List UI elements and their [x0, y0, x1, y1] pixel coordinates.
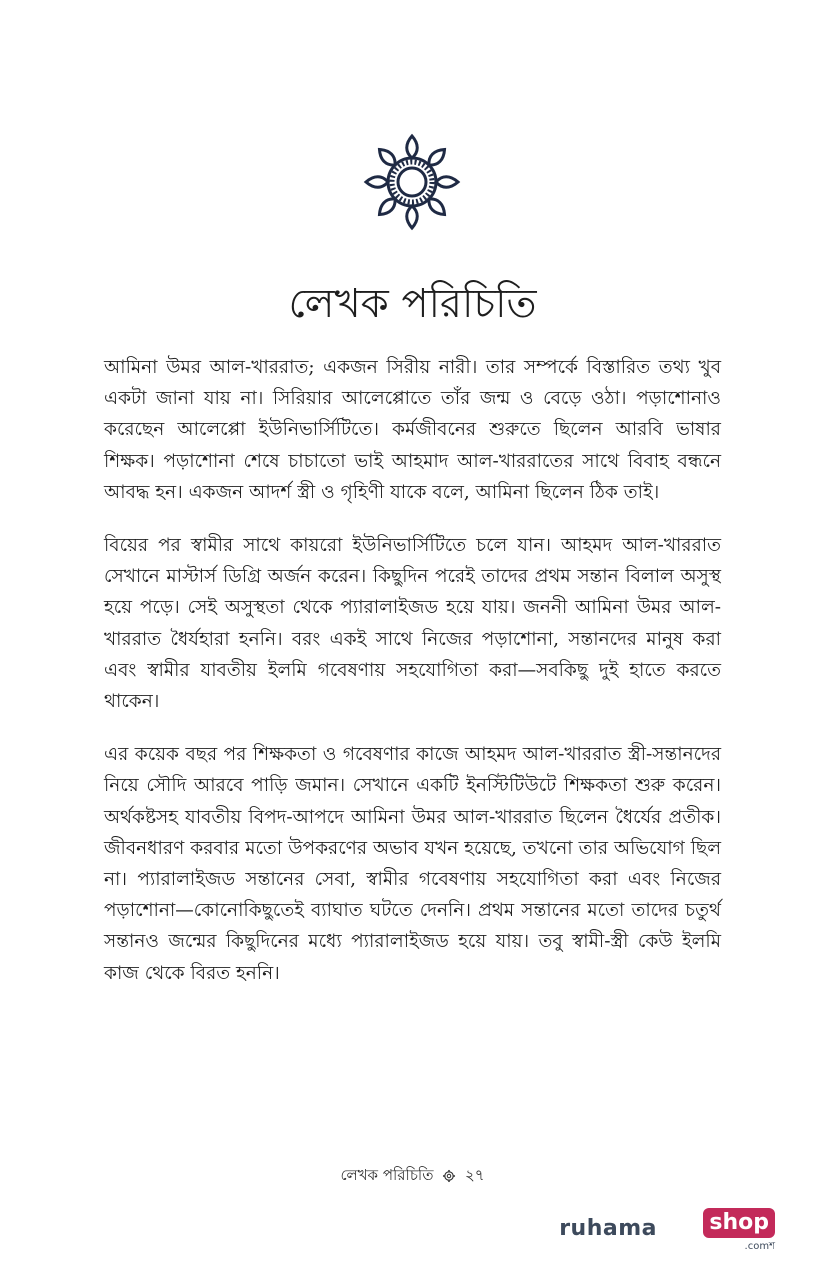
small-flower-icon — [442, 1169, 456, 1183]
footer-section-title: লেখক পরিচিতি — [340, 1166, 434, 1184]
brand-domain: .comশ — [744, 1241, 775, 1252]
brand-text: ruhama — [559, 1216, 657, 1241]
paragraph-3: এর কয়েক বছর পর শিক্ষকতা ও গবেষণার কাজে আহমদ আল-খাররাত স্ত্রী-সন্তানদের নিয়ে সৌদি আরবে পাড়ি জমান। সেখানে একটি ইনস্টিটিউটে শিক্ষকতা শুরু করেন। অর্থকষ্টসহ যাবতীয় বিপদ-আপদে আমিনা উমর আল-খাররাত ছিলেন ধৈর্যের প্রতীক। জীবনধারণ করবার মতো উপকরণের অভাব যখন হয়েছে, তখনো তার অভিযোগ ছিল না। প্যারালাইজড সন্তানের সেবা, স্বামীর গবেষণায় সহযোগিতা করা এবং নিজের পড়াশোনা—কোনোকিছুতেই ব্যাঘাত ঘটতে দেননি। প্রথম সন্তানের মতো তাদের চতুর্থ সন্তানও জন্মের কিছুদিনের মধ্যে প্যারালাইজড হয়ে যায়। তবু স্বামী-স্ত্রী কেউ ইলমি কাজ থেকে বিরত হননি। — [104, 744, 721, 984]
paragraph-2: বিয়ের পর স্বামীর সাথে কায়রো ইউনিভার্সিটিতে চলে যান। আহমদ আল-খাররাত সেখানে মাস্টার্স ডিগ্রি অর্জন করেন। কিছুদিন পরেই তাদের প্রথম সন্তান বিলাল অসুস্থ হয়ে পড়ে। সেই অসুস্থতা থেকে প্যারালাইজড হয়ে যায়। জননী আমিনা উমর আল-খাররাত ধৈর্যহারা হননি। বরং একই সাথে নিজের পড়াশোনা, সন্তানদের মানুষ করা এবং স্বামীর যাবতীয় ইলমি গবেষণায় সহযোগিতা করা—সবকিছু দুই হাতে করতে থাকেন। — [104, 535, 721, 713]
paragraph-1: আমিনা উমর আল-খাররাত; একজন সিরীয় নারী। তার সম্পর্কে বিস্তারিত তথ্য খুব একটা জানা যায় না। সিরিয়ার আলেপ্পোতে তাঁর জন্ম ও বেড়ে ওঠা। পড়াশোনাও করেছেন আলেপ্পো ইউনিভার্সিটিতে। কর্মজীবনের শুরুতে ছিলেন আরবি ভাষার শিক্ষক। পড়াশোনা শেষে চাচাতো ভাই আহমাদ আল-খাররাতের সাথে বিবাহ বন্ধনে আবদ্ধ হন। একজন আদর্শ স্ত্রী ও গৃহিণী যাকে বলে, আমিনা ছিলেন ঠিক তাই। — [104, 357, 721, 503]
page-number: ২৭ — [465, 1166, 485, 1184]
page-footer — [0, 1164, 825, 1189]
body-text — [104, 352, 721, 1011]
brand-watermark — [559, 1208, 775, 1252]
brand-shop-badge: shop — [703, 1208, 775, 1238]
page-title: লেখক পরিচিতি — [288, 281, 537, 327]
mandala-flower-icon — [362, 132, 462, 232]
